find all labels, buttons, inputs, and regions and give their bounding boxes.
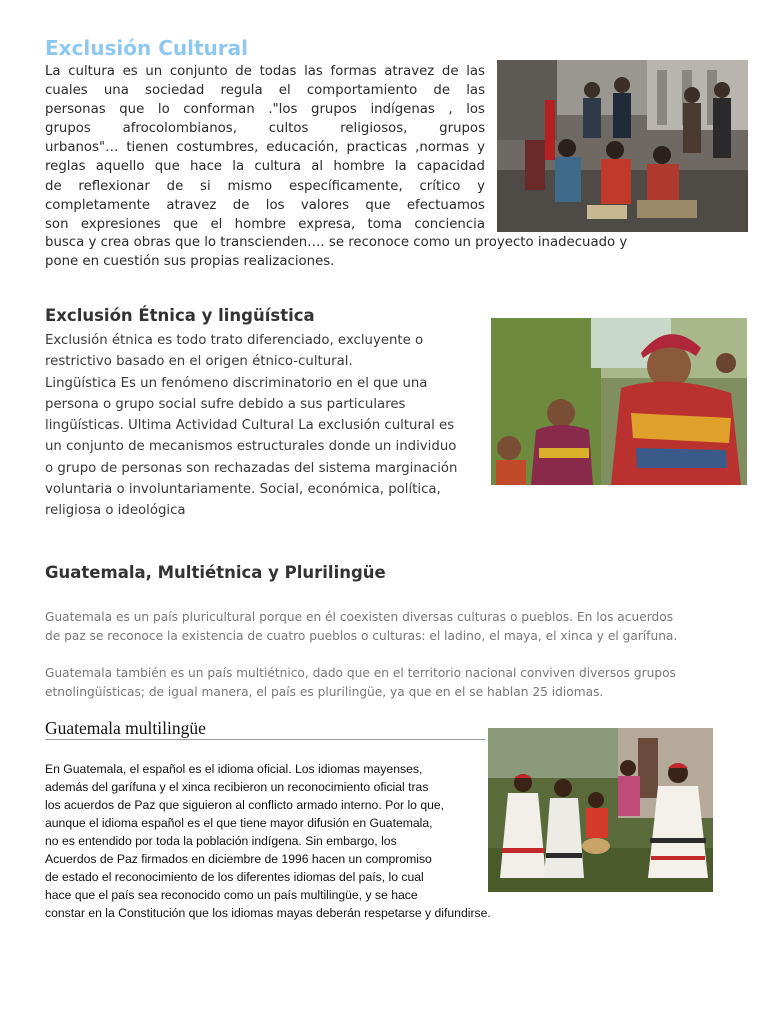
section-text-exclusion-cultural <box>45 62 485 234</box>
section-text-exclusion-cultural-tail <box>45 233 705 271</box>
paragraph-multietnico <box>45 664 725 701</box>
text-line: persona o grupo social sufre debido a sus particulares <box>45 396 406 412</box>
section-text-guatemala-multilingue <box>45 760 525 922</box>
paragraph-pluricultural <box>45 608 725 645</box>
text-line: aunque el idioma español es el que tiene mayor difusión en Guatemala, <box>45 816 433 830</box>
photo-garifuna-dancers <box>488 728 713 892</box>
text-line: busca y crea obras que lo transcienden…. se reconoce como un proyecto inadecuado y <box>45 235 628 250</box>
heading-underline <box>45 739 485 740</box>
text-line: o grupo de personas son rechazadas del sistema marginación <box>45 460 458 476</box>
text-line: grupos afrocolombianos, cultos religiosos, grupos <box>45 121 485 137</box>
text-line: urbanos"… tienen costumbres, educación, practicas ,normas y <box>45 140 485 156</box>
section-title-guatemala-multietnica: Guatemala, Multiétnica y Plurilingüe <box>45 563 386 582</box>
text-line: hace que el país sea reconocido como un país multilingüe, y se hace <box>45 888 418 902</box>
text-line: de estado el reconocimiento de los diferentes idiomas del país, lo cual <box>45 870 424 884</box>
photo-indigenous-women <box>491 318 747 485</box>
section-title-exclusion-cultural: Exclusión Cultural <box>45 36 248 60</box>
text-line: Lingüística Es un fenómeno discriminatorio en el que una <box>45 375 428 391</box>
text-line: etnolingüísticas; de igual manera, el país es plurilingüe, ya que en el se hablan 25 idiomas. <box>45 684 604 699</box>
text-line: de paz se reconoce la existencia de cuatro pueblos o culturas: el ladino, el maya, el xinca y el garífuna. <box>45 628 678 643</box>
text-line: los acuerdos de Paz que siguieron al conflicto armado interno. Por lo que, <box>45 798 445 812</box>
text-line: constar en la Constitución que los idiomas mayas deberán respetarse y difundirse. <box>45 906 491 920</box>
text-line: completamente atravez de los valores que efectuamos <box>45 197 485 213</box>
section-title-exclusion-etnica: Exclusión Étnica y lingüística <box>45 306 315 325</box>
text-line: no es entendido por toda la población indígena. Sin embargo, los <box>45 834 397 848</box>
text-line: Guatemala es un país pluricultural porque en él coexisten diversas culturas o pueblos. En los acuerdos <box>45 610 674 624</box>
text-line: restrictivo basado en el origen étnico-cultural. <box>45 354 353 370</box>
text-line: son expresiones que el hombre expresa, toma conciencia <box>45 216 485 232</box>
text-line: personas que lo conforman ."los grupos indígenas , los <box>45 102 485 118</box>
text-line: En Guatemala, el español es el idioma oficial. Los idiomas mayenses, <box>45 762 423 776</box>
text-line: un conjunto de mecanismos estructurales donde un individuo <box>45 439 457 455</box>
text-line: lingüísticas. Ultima Actividad Cultural La exclusión cultural es <box>45 418 455 434</box>
text-line: Acuerdos de Paz firmados en diciembre de 1996 hacen un compromiso <box>45 852 432 866</box>
section-title-guatemala-multilingue: Guatemala multilingüe <box>45 718 206 738</box>
section-text-exclusion-etnica <box>45 330 485 522</box>
text-line: religiosa o ideológica <box>45 503 186 519</box>
text-line: pone en cuestión sus propias realizaciones. <box>45 254 335 270</box>
text-line: voluntaria o involuntariamente. Social, económica, política, <box>45 482 441 498</box>
text-line: Exclusión étnica es todo trato diferenciado, excluyente o <box>45 333 424 348</box>
text-line: La cultura es un conjunto de todas las formas atravez de las <box>45 64 485 79</box>
text-line: de reflexionar de si mismo específicamente, crítico y <box>45 178 485 194</box>
photo-protest-crowd <box>497 60 748 232</box>
text-line: reglas aquello que hace la cultura al hombre la capacidad <box>45 159 485 175</box>
text-line: además del garífuna y el xinca recibieron un reconocimiento oficial tras <box>45 780 429 794</box>
text-line: Guatemala también es un país multiétnico, dado que en el territorio nacional conviven diversos grupos <box>45 666 676 680</box>
text-line: cuales una sociedad regula el comportamiento de las <box>45 83 485 99</box>
